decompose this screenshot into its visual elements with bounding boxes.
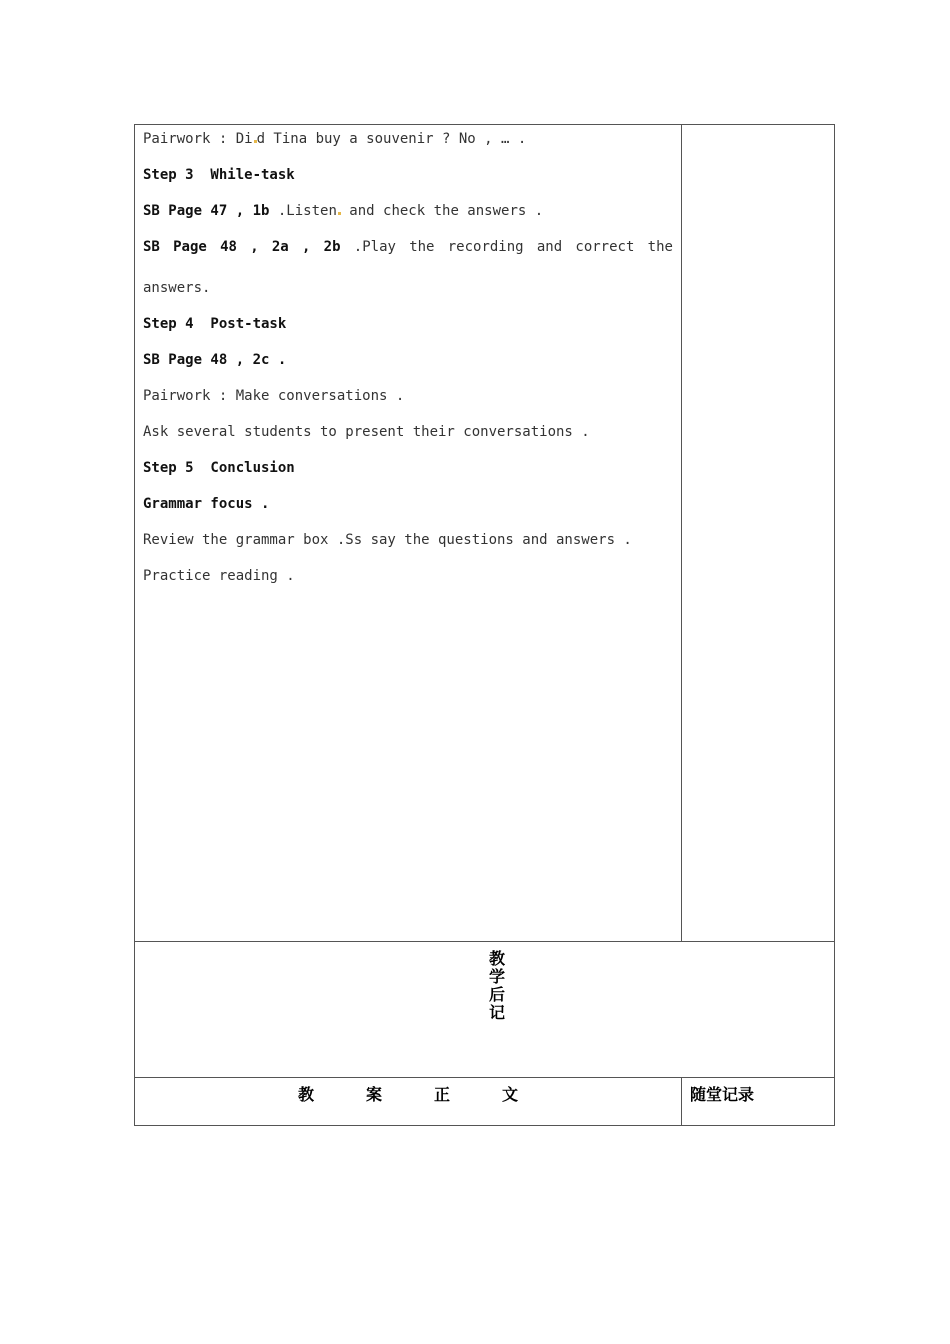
- after-class-title: 教学后记: [488, 949, 505, 1022]
- lesson-plan-table: [134, 124, 835, 1126]
- sb-page-48-line: SB Page 48 , 2a , 2b .Play the recording and correct the: [143, 239, 673, 255]
- grammar-focus-line: Grammar focus .: [143, 496, 270, 512]
- sb-page-48-2c-line: SB Page 48 , 2c .: [143, 352, 287, 368]
- answers-line: answers.: [143, 280, 211, 296]
- footer-main-cell: [135, 1078, 682, 1126]
- step-4-heading: Step 4 Post-task: [143, 316, 287, 332]
- pairwork-question-line: Pairwork : Di d Tina buy a souvenir ? No , … .: [143, 131, 527, 147]
- step-5-heading: Step 5 Conclusion: [143, 460, 295, 476]
- class-notes-title: 随堂记录: [690, 1085, 755, 1104]
- sb-page-47-line: SB Page 47 , 1b .Listen and check the answers .: [143, 203, 544, 219]
- step-3-heading: Step 3 While-task: [143, 167, 295, 183]
- side-notes-cell: [682, 125, 835, 942]
- review-grammar-line: Review the grammar box .Ss say the questions and answers .: [143, 532, 632, 548]
- lesson-text-title: 教 案 正 文: [298, 1085, 518, 1104]
- present-conversations-line: Ask several students to present their conversations .: [143, 424, 590, 440]
- after-class-notes-cell: [135, 942, 835, 1078]
- practice-reading-line: Practice reading .: [143, 568, 295, 584]
- pairwork-conversations-line: Pairwork : Make conversations .: [143, 388, 405, 404]
- lesson-body-cell: [135, 125, 682, 942]
- footer-side-cell: [682, 1078, 835, 1126]
